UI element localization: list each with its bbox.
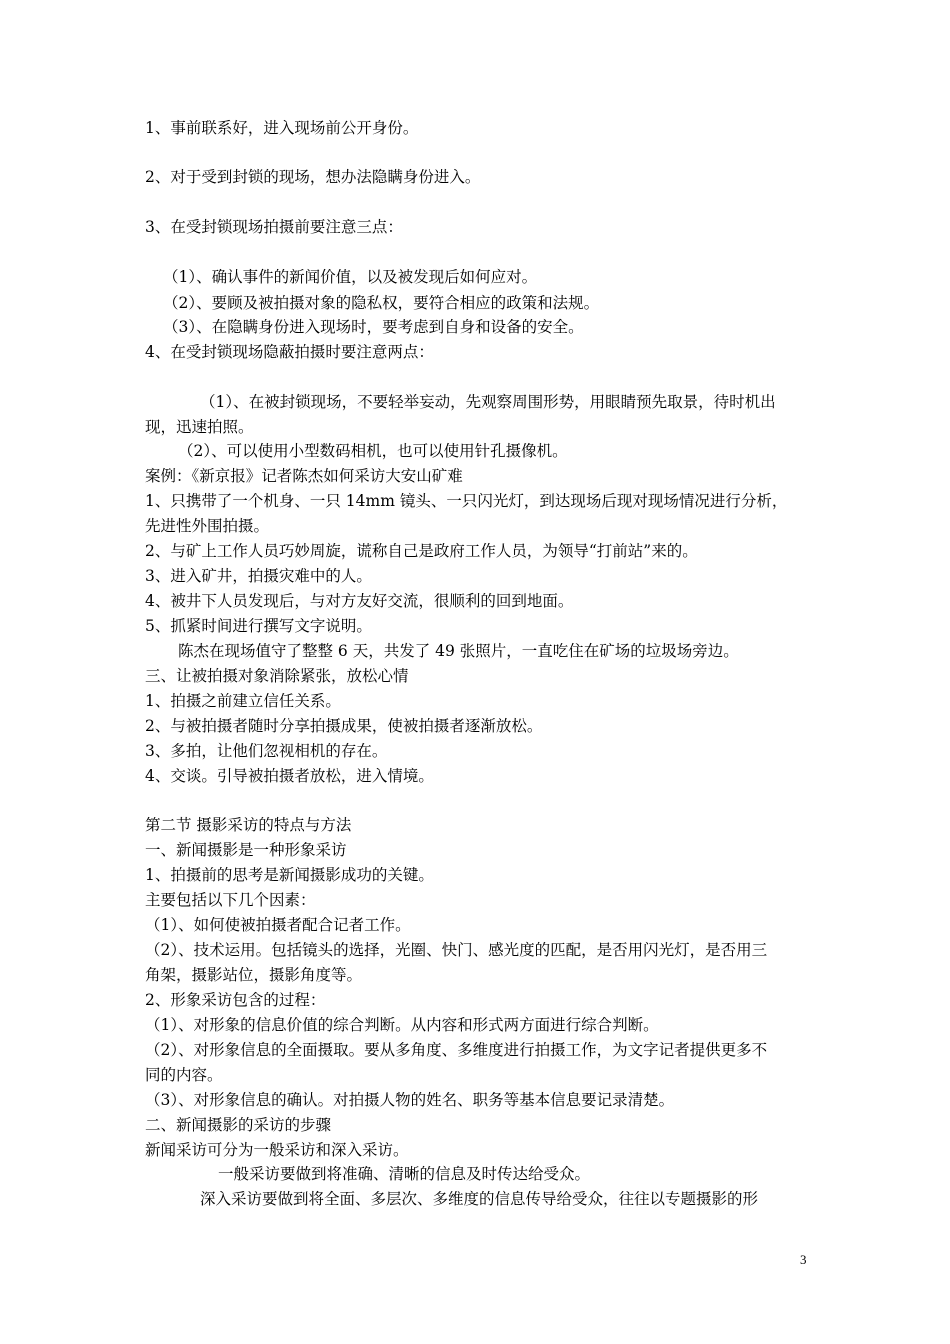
text-line: 1、事前联系好，进入现场前公开身份。 [145, 119, 419, 137]
text-line: （3）、对形象信息的确认。对拍摄人物的姓名、职务等基本信息要记录清楚。 [145, 1091, 675, 1109]
section-title: 第二节 摄影采访的特点与方法 [145, 816, 352, 834]
text-line: 5、抓紧时间进行撰写文字说明。 [145, 617, 372, 635]
text-line: 深入采访要做到将全面、多层次、多维度的信息传导给受众，往往以专题摄影的形 [200, 1190, 759, 1208]
text-line: 2、形象采访包含的过程： [145, 991, 326, 1009]
text-line: （2）、技术运用。包括镜头的选择，光圈、快门、感光度的匹配，是否用闪光灯，是否用三 [145, 941, 768, 959]
text-line: 新闻采访可分为一般采访和深入采访。 [145, 1141, 409, 1159]
text-line: （1）、如何使被拍摄者配合记者工作。 [145, 916, 411, 934]
text-line: 现，迅速拍照。 [145, 418, 254, 436]
text-line: （2）、对形象信息的全面摄取。要从多角度、多维度进行拍摄工作，为文字记者提供更多不 [145, 1041, 768, 1059]
text-line: 1、只携带了一个机身、一只 14mm 镜头、一只闪光灯，到达现场后现对现场情况进行分析， [145, 492, 788, 510]
text-line: 4、被井下人员发现后，与对方友好交流，很顺利的回到地面。 [145, 592, 574, 610]
text-line: 主要包括以下几个因素： [145, 891, 316, 909]
section-heading: 三、让被拍摄对象消除紧张，放松心情 [145, 667, 409, 685]
text-line: 3、在受封锁现场拍摄前要注意三点： [145, 218, 403, 236]
text-line: 1、拍摄前的思考是新闻摄影成功的关键。 [145, 866, 434, 884]
text-line: （1）、对形象的信息价值的综合判断。从内容和形式两方面进行综合判断。 [145, 1016, 659, 1034]
page-number: 3 [800, 1252, 807, 1267]
text-line: 4、在受封锁现场隐蔽拍摄时要注意两点： [145, 343, 434, 361]
section-heading: 一、新闻摄影是一种形象采访 [145, 841, 347, 859]
text-line: （2）、要顾及被拍摄对象的隐私权，要符合相应的政策和法规。 [163, 294, 600, 312]
text-line: 2、与矿上工作人员巧妙周旋，谎称自己是政府工作人员，为领导“打前站”来的。 [145, 542, 698, 560]
text-line: 1、拍摄之前建立信任关系。 [145, 692, 341, 710]
text-line: 3、进入矿井，拍摄灾难中的人。 [145, 567, 372, 585]
text-line: 2、对于受到封锁的现场，想办法隐瞒身份进入。 [145, 168, 481, 186]
text-line: 先进性外围拍摄。 [145, 517, 270, 535]
text-line: 陈杰在现场值守了整整 6 天，共发了 49 张照片，一直吃住在矿场的垃圾场旁边。 [178, 642, 739, 660]
text-line: 3、多拍，让他们忽视相机的存在。 [145, 742, 388, 760]
text-line: 一般采访要做到将准确、清晰的信息及时传达给受众。 [218, 1165, 591, 1183]
text-line: （1）、确认事件的新闻价值，以及被发现后如何应对。 [163, 268, 538, 286]
text-line: 2、与被拍摄者随时分享拍摄成果，使被拍摄者逐渐放松。 [145, 717, 543, 735]
text-line: （3）、在隐瞒身份进入现场时，要考虑到自身和设备的安全。 [163, 318, 584, 336]
text-line: 案例：《新京报》记者陈杰如何采访大安山矿难 [145, 467, 463, 485]
text-line: 4、交谈。引导被拍摄者放松，进入情境。 [145, 767, 434, 785]
text-line: （2）、可以使用小型数码相机，也可以使用针孔摄像机。 [178, 442, 568, 460]
text-line: （1）、在被封锁现场，不要轻举妄动，先观察周围形势，用眼睛预先取景，待时机出 [200, 393, 776, 411]
text-line: 角架，摄影站位，摄影角度等。 [145, 966, 363, 984]
text-line: 同的内容。 [145, 1066, 223, 1084]
section-heading: 二、新闻摄影的采访的步骤 [145, 1116, 332, 1134]
